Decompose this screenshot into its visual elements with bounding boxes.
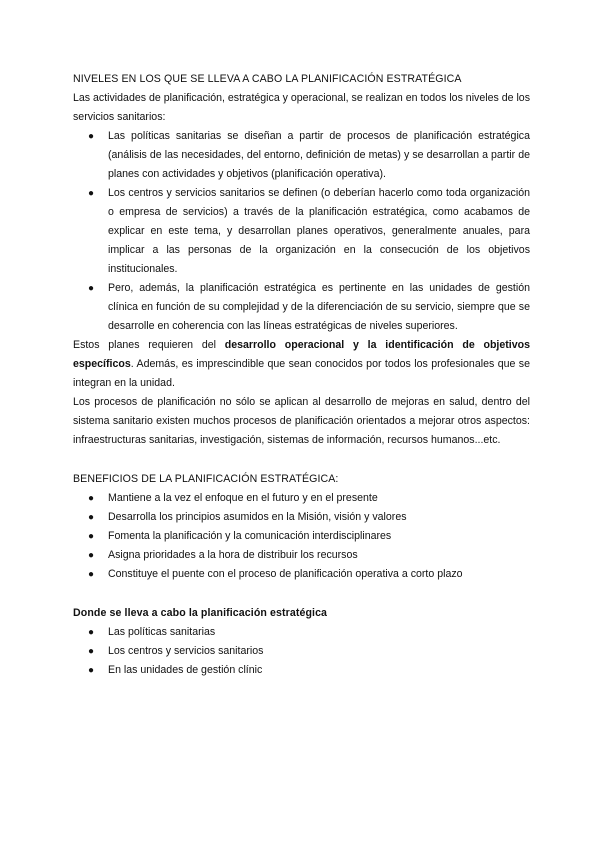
list-item-text: En las unidades de gestión clínic bbox=[108, 664, 263, 676]
list-item-text: Desarrolla los principios asumidos en la Misión, visión y valores bbox=[108, 511, 407, 523]
spacer bbox=[73, 584, 530, 604]
para2-text-bold: desarrollo operacional y la identificación de objetivos específicos bbox=[73, 339, 530, 370]
section3-heading-text: Donde se lleva a cabo la planificación estratégica bbox=[73, 607, 328, 619]
section1-bullet-list bbox=[73, 127, 530, 336]
bullet-icon: ● bbox=[88, 188, 95, 199]
list-item-text: Fomenta la planificación y la comunicación interdisciplinares bbox=[108, 530, 392, 542]
section3-heading bbox=[73, 604, 530, 623]
bullet-icon: ● bbox=[88, 646, 95, 657]
list-item-text: Los centros y servicios sanitarios se definen (o deberían hacerlo como toda organización o empresa de servicios) a través de la planificación estratégica, como acabamos de explicar en este tema, y desarrollan planes operativos, generalmente anuales, para implicar a las personas de la organización en la consecución de los objetivos institucionales. bbox=[108, 187, 530, 275]
para2-text-pre: Estos planes requieren del bbox=[73, 339, 225, 351]
list-item-text: Asigna prioridades a la hora de distribuir los recursos bbox=[108, 549, 358, 561]
bullet-icon: ● bbox=[88, 512, 95, 523]
bullet-icon: ● bbox=[88, 531, 95, 542]
section1-intro: Las actividades de planificación, estratégica y operacional, se realizan en todos los niveles de los servicios sanitarios: bbox=[73, 92, 530, 123]
list-item bbox=[88, 489, 530, 508]
list-item bbox=[88, 527, 530, 546]
list-item bbox=[88, 623, 530, 642]
bullet-icon: ● bbox=[88, 569, 95, 580]
list-item bbox=[88, 508, 530, 527]
list-item bbox=[88, 127, 530, 184]
section1-paragraph-2 bbox=[73, 336, 530, 393]
list-item bbox=[88, 184, 530, 279]
list-item bbox=[88, 565, 530, 584]
section2-heading: BENEFICIOS DE LA PLANIFICACIÓN ESTRATÉGICA: bbox=[73, 473, 339, 485]
section1-heading: NIVELES EN LOS QUE SE LLEVA A CABO LA PLANIFICACIÓN ESTRATÉGICA bbox=[73, 73, 462, 85]
para2-text-post: . Además, es imprescindible que sean conocidos por todos los profesionales que se integran en la unidad. bbox=[73, 358, 530, 389]
section1-paragraph-3: Los procesos de planificación no sólo se aplican al desarrollo de mejoras en salud, dentro del sistema sanitario existen muchos procesos de planificación orientados a mejorar otros aspectos: infraestructuras sanitarias, investigación, sistemas de información, recursos humanos...etc. bbox=[73, 396, 530, 446]
list-item-text: Las políticas sanitarias se diseñan a partir de procesos de planificación estratégica (análisis de las necesidades, del entorno, definición de metas) y se desarrollan a partir de planes con actividades y objetivos (planificación operativa). bbox=[108, 130, 530, 180]
list-item-text: Mantiene a la vez el enfoque en el futuro y en el presente bbox=[108, 492, 378, 504]
bullet-icon: ● bbox=[88, 550, 95, 561]
list-item-text: Las políticas sanitarias bbox=[108, 626, 216, 638]
list-item-text: Pero, además, la planificación estratégica es pertinente en las unidades de gestión clínica en función de su complejidad y de la diferenciación de su servicio, siempre que se desarrolle en coherencia con las líneas estratégicas de niveles superiores. bbox=[108, 282, 530, 332]
list-item bbox=[88, 546, 530, 565]
spacer bbox=[73, 450, 530, 470]
section3-bullet-list bbox=[73, 623, 530, 680]
bullet-icon: ● bbox=[88, 131, 95, 142]
list-item-text: Constituye el puente con el proceso de planificación operativa a corto plazo bbox=[108, 568, 463, 580]
bullet-icon: ● bbox=[88, 665, 95, 676]
list-item bbox=[88, 642, 530, 661]
bullet-icon: ● bbox=[88, 627, 95, 638]
bullet-icon: ● bbox=[88, 493, 95, 504]
section2-bullet-list bbox=[73, 489, 530, 584]
list-item bbox=[88, 279, 530, 336]
bullet-icon: ● bbox=[88, 283, 95, 294]
list-item bbox=[88, 661, 530, 680]
list-item-text: Los centros y servicios sanitarios bbox=[108, 645, 264, 657]
